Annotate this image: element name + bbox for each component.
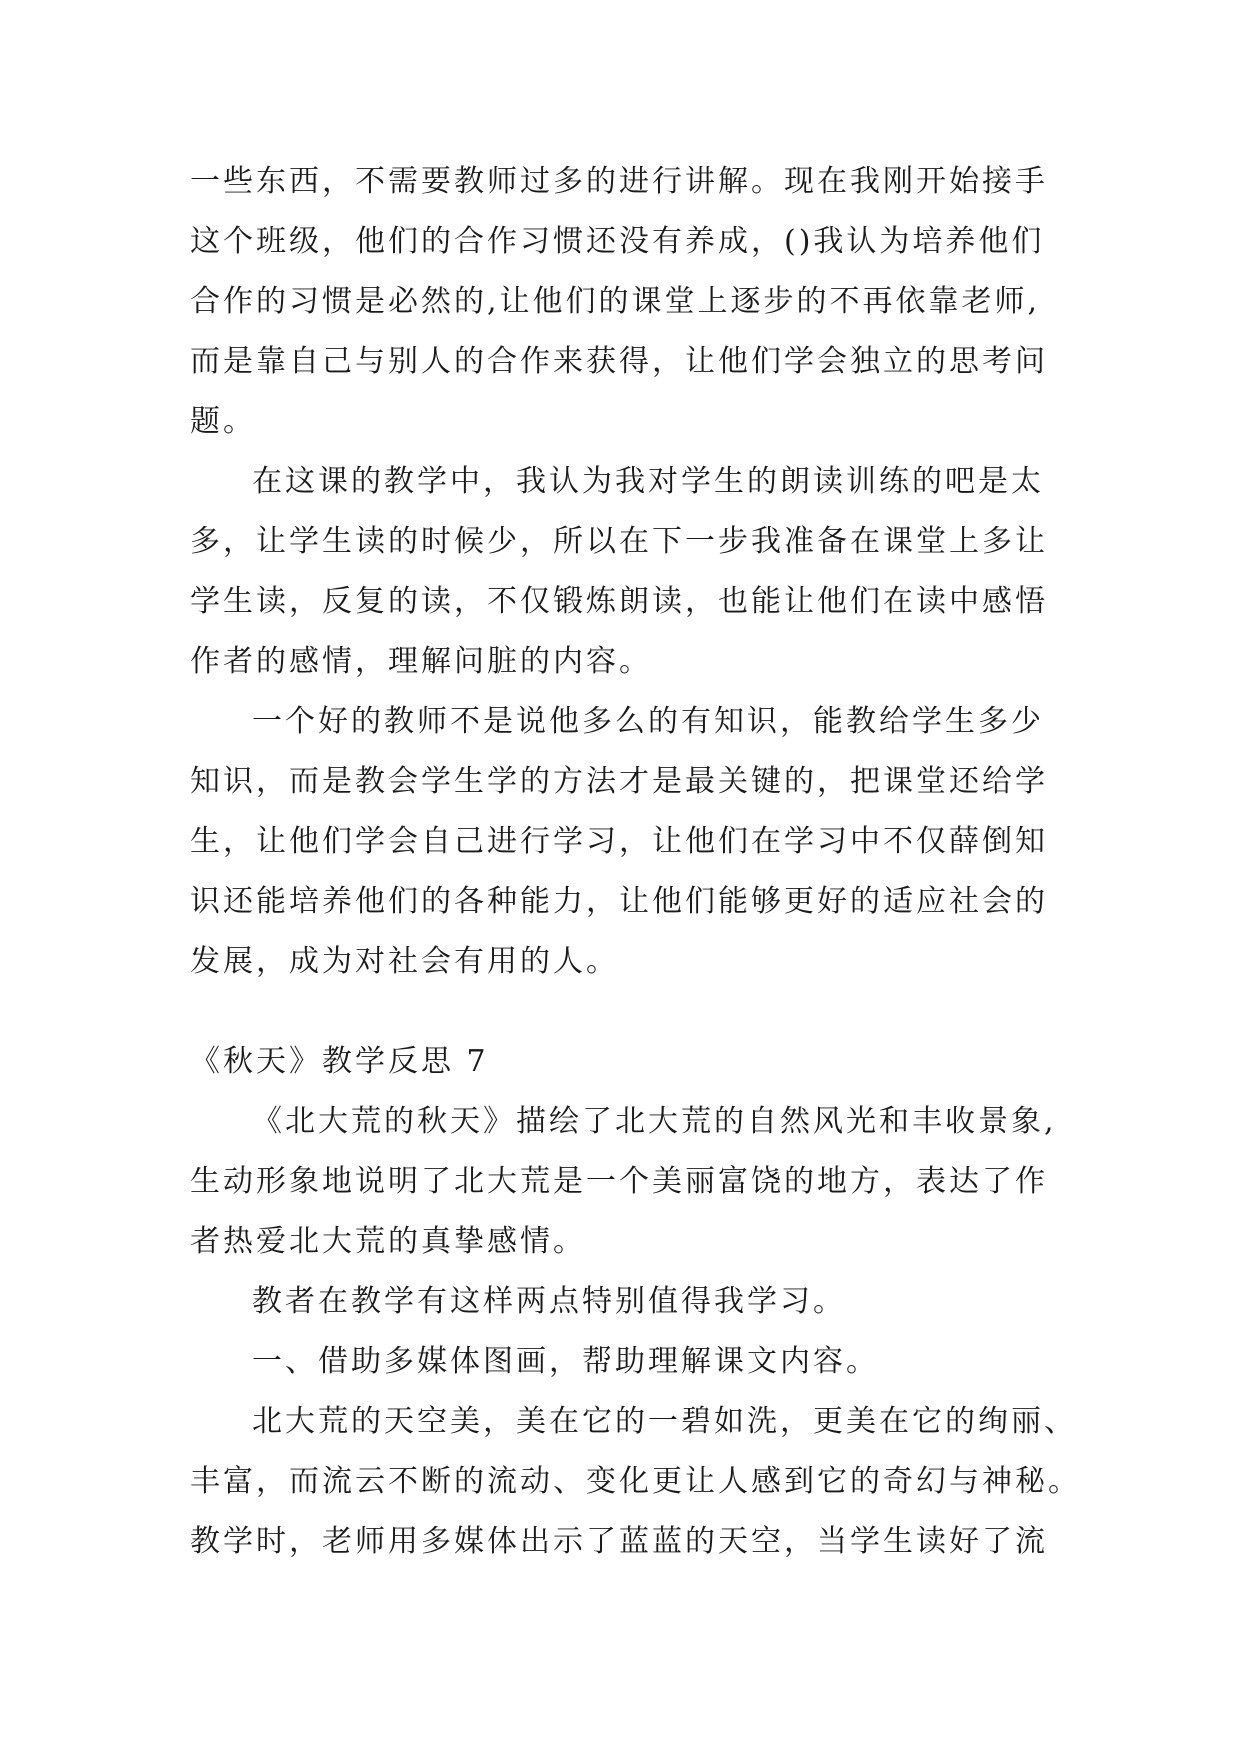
paragraph-start: 一个好的教师不是说他多么的有知识，能教给学生多少 [252, 704, 1044, 739]
text-line: 识还能培养他们的各种能力，让他们能够更好的适应社会的 [190, 884, 1048, 919]
text-line: 知识，而是教会学生学的方法才是最关键的，把课堂还给学 [190, 764, 1048, 799]
text-line: 多，让学生读的时候少，所以在下一步我准备在课堂上多让 [190, 524, 1048, 559]
text-line: 教学时，老师用多媒体出示了蓝蓝的天空，当学生读好了流 [190, 1524, 1048, 1559]
text-line: 者热爱北大荒的真挚感情。 [190, 1224, 586, 1259]
text-line: 作者的感情，理解问脏的内容。 [190, 644, 652, 679]
section-heading: 《秋天》教学反思 7 [190, 1044, 489, 1079]
text-line: 生动形象地说明了北大荒是一个美丽富饶的地方，表达了作 [190, 1164, 1048, 1199]
text-line: 生，让他们学会自己进行学习，让他们在学习中不仅薛倒知 [190, 824, 1048, 859]
text-line: 合作的习惯是必然的,让他们的课堂上逐步的不再依靠老师, [190, 284, 1041, 319]
text-line: 这个班级，他们的合作习惯还没有养成，()我认为培养他们 [190, 224, 1045, 259]
paragraph-start: 一、借助多媒体图画，帮助理解课文内容。 [252, 1344, 879, 1379]
text-line: 题。 [190, 404, 256, 439]
paragraph-start: 在这课的教学中，我认为我对学生的朗读训练的吧是太 [252, 464, 1044, 499]
text-line: 丰富，而流云不断的流动、变化更让人感到它的奇幻与神秘。 [190, 1464, 1081, 1499]
text-line: 学生读，反复的读，不仅锻炼朗读，也能让他们在读中感悟 [190, 584, 1048, 619]
text-line: 而是靠自己与别人的合作来获得，让他们学会独立的思考问 [190, 344, 1048, 379]
paragraph-start: 《北大荒的秋天》描绘了北大荒的自然风光和丰收景象, [252, 1104, 1057, 1139]
paragraph-start: 北大荒的天空美，美在它的一碧如洗，更美在它的绚丽、 [252, 1404, 1077, 1439]
paragraph-start: 教者在教学有这样两点特别值得我学习。 [252, 1284, 846, 1319]
text-line: 一些东西，不需要教师过多的进行讲解。现在我刚开始接手 [190, 164, 1048, 199]
text-line: 发展，成为对社会有用的人。 [190, 944, 619, 979]
